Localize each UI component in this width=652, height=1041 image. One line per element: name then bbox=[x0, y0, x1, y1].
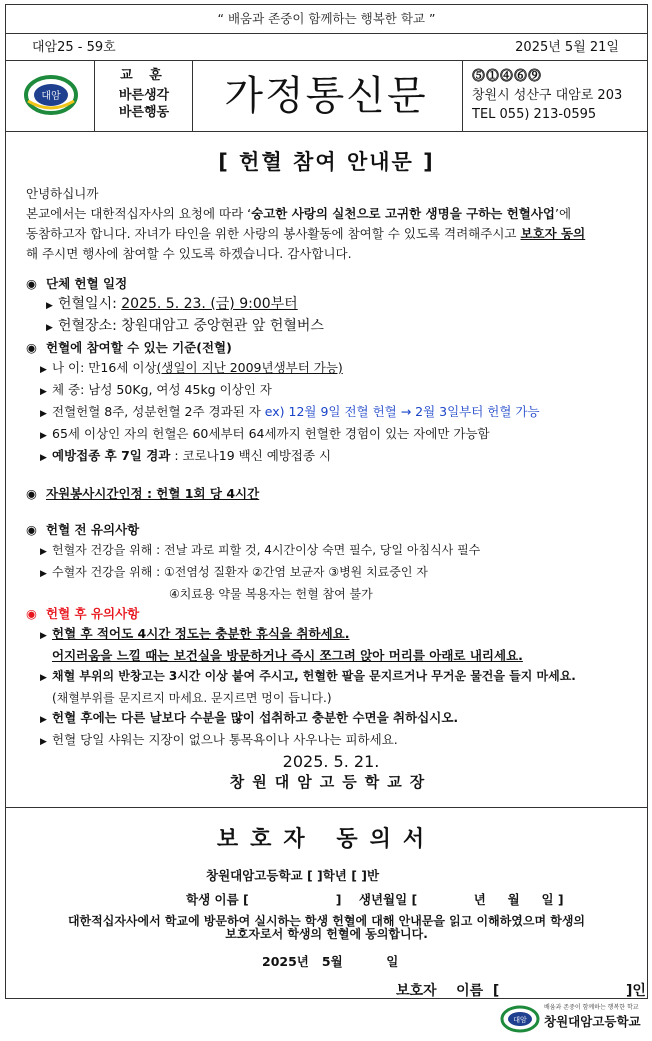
issue-date: 2025년 5월 21일 bbox=[515, 40, 619, 55]
school-motto-banner: “ 배움과 존중이 함께하는 행복한 학교 ” bbox=[5, 4, 648, 34]
consent-student-line: 학생 이름 [ ] 생년월일 [ 년 월 일 ] bbox=[186, 892, 564, 907]
school-phone: TEL 055) 213-0595 bbox=[472, 107, 597, 122]
criteria-age: ▶ 나 이: 만16세 이상(생일이 지난 2009년생부터 가능) bbox=[26, 358, 636, 380]
schedule-heading: ◉ 단체 헌혈 일정 bbox=[26, 274, 636, 294]
triangle-bullet-icon: ▶ bbox=[40, 715, 47, 725]
school-address-block bbox=[472, 67, 622, 124]
criteria-over65: ▶ 65세 이상인 자의 헌혈은 60세부터 64세까지 헌혈한 경험이 있는 자에만 가능함 bbox=[26, 424, 636, 446]
criteria-weight: ▶ 체 중: 남성 50Kg, 여성 45kg 이상인 자 bbox=[26, 380, 636, 402]
sign-date: 2025. 5. 21. bbox=[282, 752, 380, 771]
masthead bbox=[6, 61, 647, 132]
before-recipient-cont: ④치료용 약물 복용자는 헌혈 참여 불가 bbox=[169, 587, 373, 601]
triangle-bullet-icon: ▶ bbox=[40, 737, 47, 747]
after-rest-1: ▶ 헌혈 후 적어도 4시간 정도는 충분한 휴식을 취하세요. bbox=[26, 624, 636, 646]
bullet-icon: ◉ bbox=[26, 276, 37, 291]
triangle-bullet-icon: ▶ bbox=[46, 301, 53, 311]
triangle-bullet-icon: ▶ bbox=[40, 453, 47, 463]
after-shower: ▶ 헌혈 당일 샤워는 지장이 없으나 통목욕이나 사우나는 피하세요. bbox=[26, 730, 636, 752]
guardian-signature-field[interactable]: 보호자 이름 [ ]인 bbox=[396, 983, 646, 999]
bullet-icon: ◉ bbox=[26, 606, 37, 621]
postal-code: ⓹⓵⓸⓺⓽ bbox=[472, 69, 543, 84]
consent-class-line: 창원대암고등학교 [ ]학년 [ ]반 bbox=[206, 868, 380, 883]
intro-line-1: 본교에서는 대한적십자사의 요청에 따라 ‘숭고한 사랑의 실천으로 고귀한 생명을 구하는 헌혈사업’에 bbox=[26, 206, 572, 221]
triangle-bullet-icon: ▶ bbox=[40, 409, 47, 419]
newsletter-frame bbox=[5, 34, 648, 999]
criteria-vaccine: ▶ 예방접종 후 7일 경과 : 코로나19 백신 예방접종 시 bbox=[26, 446, 636, 468]
footer-slogan: 배움과 존중이 함께하는 행복한 학교 bbox=[544, 1004, 639, 1011]
after-rest-2: 어지러움을 느낄 때는 보건실을 방문하거나 즉시 쪼그려 앉아 머리를 아래로 내리세요. bbox=[52, 648, 523, 663]
consent-date: 2025년 5월 일 bbox=[262, 954, 399, 969]
svg-text:대암: 대암 bbox=[513, 1016, 527, 1024]
criteria-heading: ◉ 헌혈에 참여할 수 있는 기준(전혈) bbox=[26, 338, 636, 358]
triangle-bullet-icon: ▶ bbox=[40, 431, 47, 441]
footer-logo-icon bbox=[500, 1004, 540, 1034]
school-address: 창원시 성산구 대암로 203 bbox=[472, 88, 623, 103]
triangle-bullet-icon: ▶ bbox=[40, 631, 47, 641]
before-recipient: ▶ 수혈자 건강을 위해 : ①전염성 질환자 ②간염 보균자 ③병원 치료중인 자 bbox=[26, 562, 636, 584]
triangle-bullet-icon: ▶ bbox=[40, 569, 47, 579]
triangle-bullet-icon: ▶ bbox=[40, 365, 47, 375]
motto-line-1: 바른생각 bbox=[118, 88, 170, 103]
before-donor: ▶ 헌혈자 건강을 위해 : 전날 과로 피할 것, 4시간이상 숙면 필수, 당일 아침식사 필수 bbox=[26, 540, 636, 562]
intro-line-3: 해 주시면 행사에 참여할 수 있도록 하겠습니다. 감사합니다. bbox=[26, 246, 352, 261]
bullet-icon: ◉ bbox=[26, 522, 37, 537]
consent-statement: 대한적십자사에서 학교에 방문하여 실시하는 학생 헌혈에 대해 안내문을 읽고 이해하였으며 학생의 보호자로서 학생의 헌혈에 동의합니다. bbox=[67, 914, 586, 941]
greeting: 안녕하십니까 bbox=[26, 186, 99, 201]
divider bbox=[462, 61, 463, 132]
after-bandage-note: (채혈부위를 문지르지 마세요. 문지르면 멍이 듭니다.) bbox=[52, 691, 332, 705]
issue-number: 대암25 - 59호 bbox=[32, 40, 116, 55]
consent-title: 보호자 동의서 bbox=[216, 827, 437, 852]
schedule-date: ▶ 헌혈일시: 2025. 5. 23. (금) 9:00부터 bbox=[26, 294, 636, 316]
schedule-place: ▶ 헌혈장소: 창원대암고 중앙현관 앞 헌혈버스 bbox=[26, 316, 636, 338]
consent-divider bbox=[6, 807, 647, 808]
triangle-bullet-icon: ▶ bbox=[40, 673, 47, 683]
after-bandage: ▶ 채혈 부위의 반창고는 3시간 이상 붙여 주시고, 헌혈한 팔을 문지르거나 무거운 물건을 들지 마세요. bbox=[26, 666, 636, 688]
footer-school-name: 창원대암고등학교 bbox=[544, 1014, 641, 1029]
divider bbox=[192, 61, 193, 132]
after-fluids: ▶ 헌혈 후에는 다른 날보다 수분을 많이 섭취하고 충분한 수면을 취하십시오. bbox=[26, 708, 636, 730]
notice-title: [ 헌혈 참여 안내문 ] bbox=[218, 150, 435, 174]
motto-line-2: 바른행동 bbox=[118, 105, 170, 120]
volunteer-hours: ◉ 자원봉사시간인정 : 헌혈 1회 당 4시간 bbox=[26, 484, 636, 504]
logo-text: 대암 bbox=[41, 91, 61, 102]
footer-logo bbox=[500, 1004, 640, 1038]
divider bbox=[94, 61, 95, 132]
motto-title: 교 훈 bbox=[120, 68, 168, 83]
issue-row bbox=[6, 34, 647, 61]
intro-line-2: 동참하고자 합니다. 자녀가 타인을 위한 사랑의 봉사활동에 참여할 수 있도록 격려해주시고 보호자 동의 bbox=[26, 226, 586, 241]
school-motto bbox=[106, 67, 182, 121]
triangle-bullet-icon: ▶ bbox=[46, 323, 53, 333]
before-heading: ◉ 헌혈 전 유의사항 bbox=[26, 520, 636, 540]
triangle-bullet-icon: ▶ bbox=[40, 387, 47, 397]
school-logo-icon bbox=[22, 71, 80, 121]
page-title: 가정통신문 bbox=[224, 73, 428, 119]
bullet-icon: ◉ bbox=[26, 486, 37, 501]
principal-signature: 창원대암고등학교장 bbox=[229, 773, 433, 791]
bullet-icon: ◉ bbox=[26, 340, 37, 355]
criteria-interval: ▶ 전혈헌혈 8주, 성분헌혈 2주 경과된 자 ex) 12월 9일 전혈 헌혈 → 2월 3일부터 헌혈 가능 bbox=[26, 402, 636, 424]
triangle-bullet-icon: ▶ bbox=[40, 547, 47, 557]
after-heading: ◉ 헌혈 후 유의사항 bbox=[26, 604, 636, 624]
notice-body bbox=[26, 184, 636, 792]
